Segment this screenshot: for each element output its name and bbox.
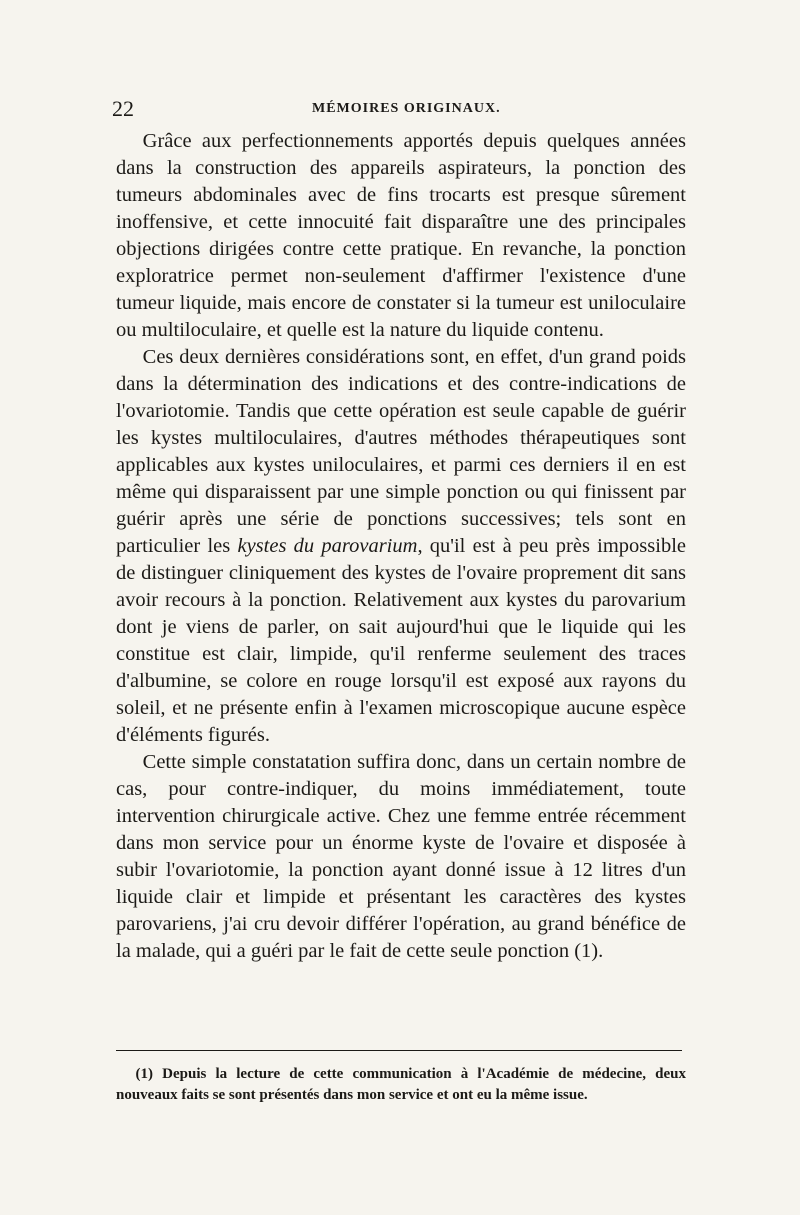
paragraph-1: Grâce aux perfectionnements apportés depuis quelques années dans la construction des appareils aspirateurs, la ponction des tumeurs abdominales avec de fins trocarts est presque sûrement inoffensive, et cette innocuité fait disparaître une des principales objections dirigées contre cette pratique. En revanche, la ponction exploratrice permet non-seulement d'affirmer l'existence d'une tumeur liquide, mais encore de constater si la tumeur est uniloculaire ou multiloculaire, et quelle est la nature du liquide contenu. [116,130,686,341]
paragraph-2-text-after: , qu'il est à peu près impossible de distinguer cliniquement des kystes de l'ovaire proprement dit sans avoir recours à la ponction. Relativement aux kystes du parovarium dont je viens de parler, on sait aujourd'hui que le liquide qui les constitue est clair, limpide, qu'il renferme seulement des traces d'albumine, se colore en rouge lorsqu'il est exposé aux rayons du soleil, et ne présente enfin à l'examen microscopique aucune espèce d'éléments figurés. [116,535,686,746]
page-number: 22 [112,96,134,121]
paragraph-2-emphasis: kystes du parovarium [237,535,418,557]
footnote-divider [116,1050,682,1051]
body-text [116,128,686,965]
footnote [116,1064,686,1106]
paragraph-2-text-before: Ces deux dernières considérations sont, en effet, d'un grand poids dans la détermination des indications et des contre-indications de l'ovariotomie. Tandis que cette opération est seule capable de guérir les kystes multiloculaires, d'autres méthodes thérapeutiques sont applicables aux kystes uniloculaires, et parmi ces derniers il en est même qui disparaissent par une simple ponction ou qui finissent par guérir après une série de ponctions successives; tels sont en particulier les [116,346,686,557]
paragraph-3: Cette simple constatation suffira donc, dans un certain nombre de cas, pour contre-indiquer, du moins immédiatement, toute intervention chirurgicale active. Chez une femme entrée récemment dans mon service pour un énorme kyste de l'ovaire et disposée à subir l'ovariotomie, la ponction ayant donné issue à 12 litres d'un liquide clair et limpide et présentant les caractères des kystes parovariens, j'ai cru devoir différer l'opération, au grand bénéfice de la malade, qui a guéri par le fait de cette seule ponction (1). [116,751,686,962]
page-header [112,96,692,126]
running-head: MÉMOIRES ORIGINAUX. [312,101,501,116]
footnote-text: Depuis la lecture de cette communication à l'Académie de médecine, deux nouveaux faits se sont présentés dans mon service et ont eu la même issue. [116,1066,687,1103]
paragraph-2 [116,344,686,749]
footnote-marker: (1) [135,1066,153,1082]
